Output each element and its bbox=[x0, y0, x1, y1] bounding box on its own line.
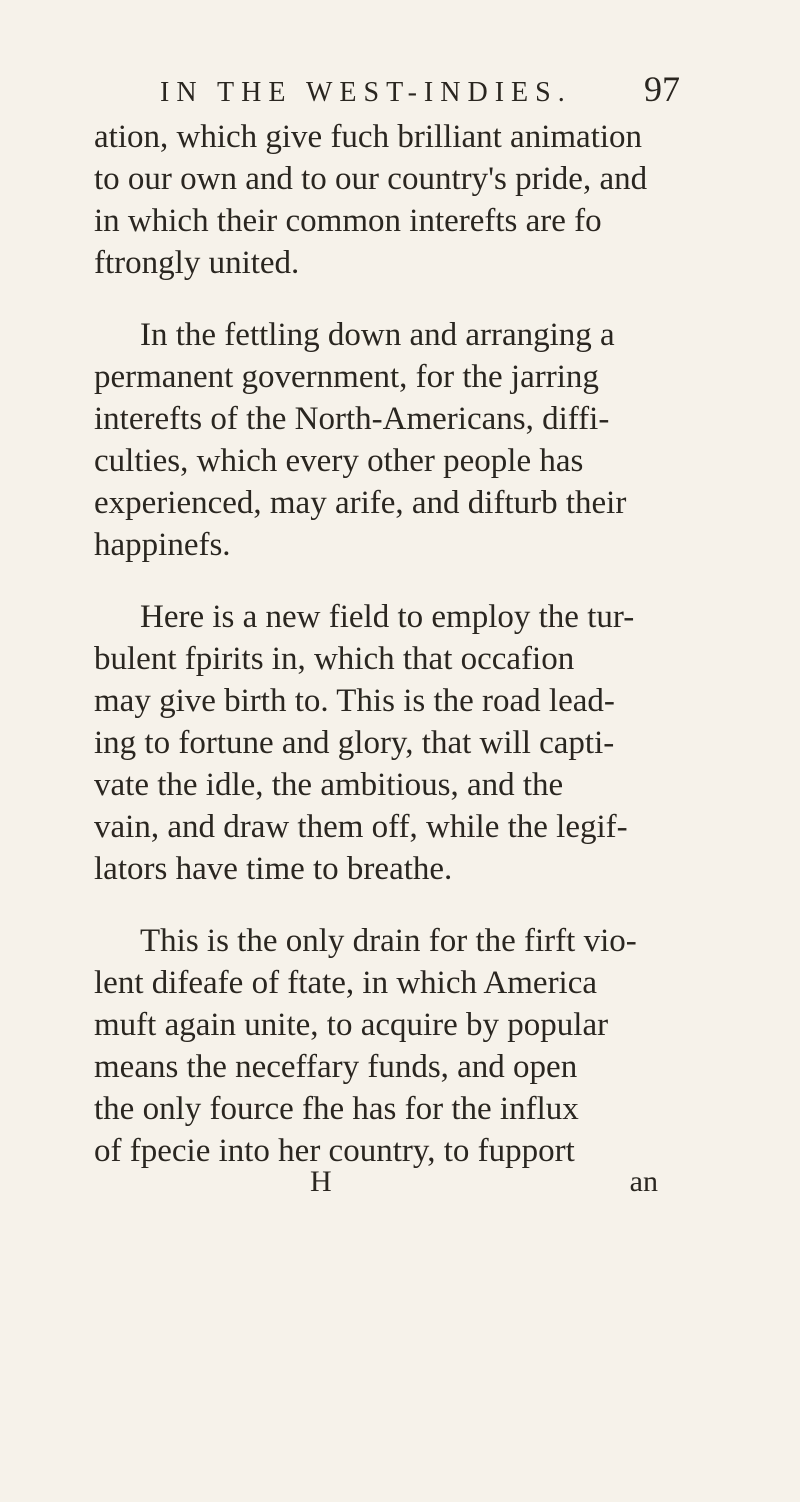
text-line: may give birth to. This is the road lead- bbox=[94, 683, 615, 719]
text-line: to our own and to our country's pride, and bbox=[94, 161, 648, 197]
text-line: interefts of the North-Americans, diffi- bbox=[94, 401, 610, 437]
text-line: This is the only drain for the firft vio- bbox=[140, 923, 637, 959]
text-line: ation, which give fuch brilliant animation bbox=[94, 119, 643, 155]
text-line: muft again unite, to acquire by popular bbox=[94, 1007, 609, 1043]
body-text bbox=[94, 116, 684, 1172]
page-footer bbox=[310, 1165, 658, 1199]
text-line: lent difeafe of ftate, in which America bbox=[94, 965, 598, 1001]
text-line: Here is a new field to employ the tur- bbox=[140, 599, 635, 635]
text-line: means the neceffary funds, and open bbox=[94, 1049, 578, 1085]
text-line: bulent fpirits in, which that occafion bbox=[94, 641, 575, 677]
text-line: In the fettling down and arranging a bbox=[140, 317, 615, 353]
text-line: in which their common interefts are fo bbox=[94, 203, 602, 239]
text-line: experienced, may arife, and difturb their bbox=[94, 485, 627, 521]
text-line: lators have time to breathe. bbox=[94, 851, 453, 887]
text-line: vain, and draw them off, while the legif- bbox=[94, 809, 628, 845]
paragraph bbox=[94, 314, 684, 566]
paragraph bbox=[94, 596, 684, 890]
text-line: ing to fortune and glory, that will capti- bbox=[94, 725, 615, 761]
text-line: permanent government, for the jarring bbox=[94, 359, 599, 395]
running-head: IN THE WEST-INDIES. bbox=[160, 77, 572, 108]
text-line: the only fource fhe has for the influx bbox=[94, 1091, 579, 1127]
paragraph bbox=[94, 116, 684, 284]
page-number: 97 bbox=[644, 69, 680, 109]
text-line: culties, which every other people has bbox=[94, 443, 584, 479]
catchword: an bbox=[629, 1165, 658, 1198]
paragraph bbox=[94, 920, 684, 1172]
text-line: of fpecie into her country, to fupport bbox=[94, 1133, 575, 1169]
text-line: ftrongly united. bbox=[94, 245, 300, 281]
page-header bbox=[160, 68, 680, 110]
signature-mark: H bbox=[310, 1165, 332, 1198]
text-line: vate the idle, the ambitious, and the bbox=[94, 767, 564, 803]
text-line: happinefs. bbox=[94, 527, 231, 563]
